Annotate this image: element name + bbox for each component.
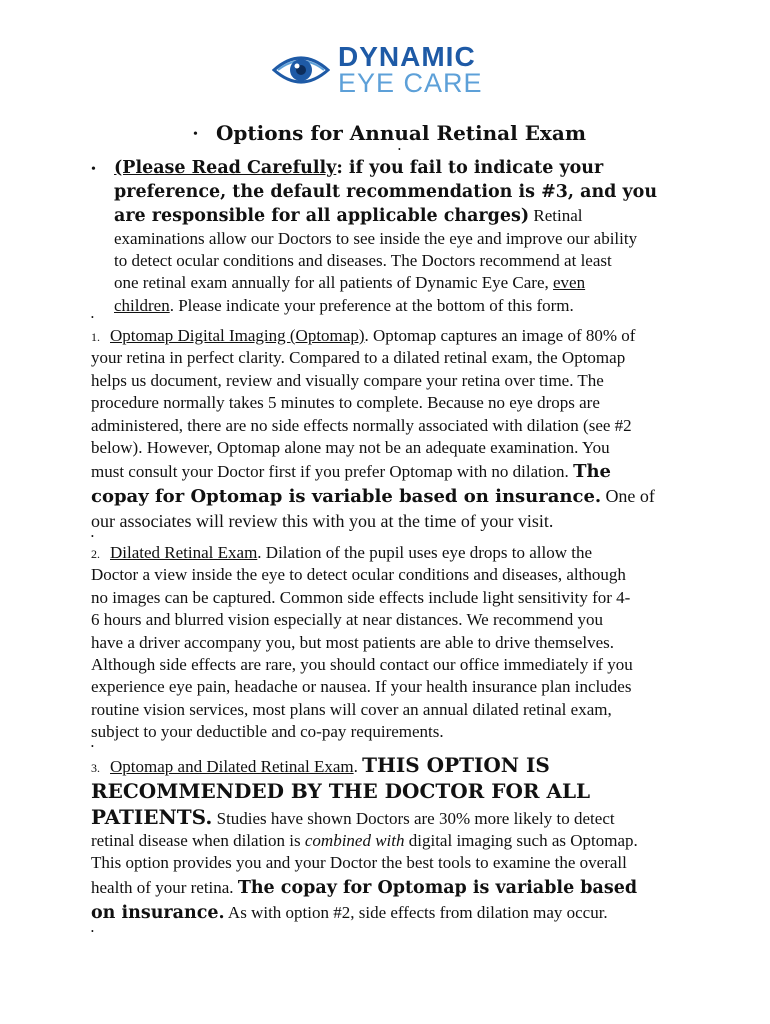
option-3-text: As with option #2, side effects from dilation may occur. xyxy=(227,902,608,922)
bullet-icon: • xyxy=(91,313,94,322)
option-3-bold-text: The copay for Optomap is variable based xyxy=(237,877,638,898)
intro-text: . Please indicate your preference at the bottom of this form. xyxy=(169,295,574,315)
bullet-icon: • xyxy=(91,927,94,936)
option-3-number: 3. xyxy=(91,761,100,775)
option-2-section xyxy=(91,542,711,744)
option-2-text: routine vision services, most plans will cover an annual dilated retinal exam, xyxy=(91,699,612,719)
option-3-text: health of your retina. xyxy=(91,877,234,897)
dynamic-eye-care-logo xyxy=(272,42,502,100)
option-1-title: Optomap Digital Imaging (Optomap) xyxy=(110,326,365,345)
option-1-section xyxy=(91,325,711,534)
logo-text-dynamic: DYNAMIC xyxy=(338,41,476,72)
bullet-icon: • xyxy=(91,532,94,541)
page-title: Options for Annual Retinal Exam xyxy=(216,121,586,145)
option-2-number: 2. xyxy=(91,547,100,561)
option-1-text: . Optomap captures an image of 80% of xyxy=(364,326,636,345)
option-2-text: . Dilation of the pupil uses eye drops to allow the xyxy=(257,543,593,562)
intro-bold-line: are responsible for all applicable charges) xyxy=(114,206,530,226)
please-read-label: (Please Read Carefully xyxy=(114,158,337,178)
option-3-title: Optomap and Dilated Retinal Exam xyxy=(110,757,354,776)
option-3-italic-text: combined with xyxy=(304,831,405,850)
option-1-text: your retina in perfect clarity. Compared to a dilated retinal exam, the Optomap xyxy=(91,348,626,368)
option-2-text: no images can be captured. Common side effects include light sensitivity for 4- xyxy=(91,587,631,607)
option-3-text: . xyxy=(353,757,358,776)
option-3-text: This option provides you and your Doctor the best tools to examine the overall xyxy=(91,853,627,873)
option-3-section xyxy=(91,752,711,925)
option-1-text: below). However, Optomap alone may not be an adequate examination. You xyxy=(91,437,610,457)
intro-bold-text: : if you fail to indicate your xyxy=(336,158,604,178)
option-3-bold-text: RECOMMENDED BY THE DOCTOR FOR ALL xyxy=(91,779,591,803)
option-2-text: Doctor a view inside the eye to detect ocular conditions and diseases, although xyxy=(91,565,626,585)
bullet-icon: • xyxy=(91,162,96,177)
option-1-text: One of xyxy=(605,486,655,507)
intro-text: to detect ocular conditions and diseases. The Doctors recommend at least xyxy=(114,250,612,270)
option-2-text: subject to your deductible and co-pay requirements. xyxy=(91,722,444,742)
option-1-text: must consult your Doctor first if you prefer Optomap with no dilation. xyxy=(91,462,569,482)
option-1-text: procedure normally takes 5 minutes to complete. Because no eye drops are xyxy=(91,393,600,413)
option-1-number: 1. xyxy=(91,330,100,344)
option-2-text: Although side effects are rare, you should contact our office immediately if you xyxy=(91,654,633,674)
option-3-bold-text: THIS OPTION IS xyxy=(362,753,550,777)
option-3-text: digital imaging such as Optomap. xyxy=(408,831,638,850)
option-2-text: have a driver accompany you, but most patients are able to drive themselves. xyxy=(91,632,615,652)
bullet-icon: • xyxy=(398,145,401,154)
option-1-bold-text: copay for Optomap is variable based on insurance. xyxy=(91,486,602,508)
option-2-text: experience eye pain, headache or nausea. If your health insurance plan includes xyxy=(91,677,632,697)
intro-text: one retinal exam annually for all patients of Dynamic Eye Care, xyxy=(114,273,549,293)
option-3-text: Studies have shown Doctors are 30% more likely to detect xyxy=(216,809,615,828)
option-1-text: helps us document, review and visually compare your retina over time. The xyxy=(91,370,604,390)
logo-text-eye-care: EYE CARE xyxy=(338,68,483,98)
option-1-text: our associates will review this with you at the time of your visit. xyxy=(91,511,554,532)
option-1-bold-text: The xyxy=(573,461,611,483)
bullet-icon: • xyxy=(193,127,198,142)
intro-bold-line: preference, the default recommendation is #3, and you xyxy=(114,181,658,202)
option-3-bold-text: PATIENTS. xyxy=(91,805,213,829)
option-3-bold-text: on insurance. xyxy=(91,902,225,923)
intro-text: examinations allow our Doctors to see inside the eye and improve our ability xyxy=(114,228,638,248)
bullet-icon: • xyxy=(91,742,94,751)
intro-paragraph xyxy=(114,157,724,317)
option-3-text: retinal disease when dilation is xyxy=(91,831,301,850)
option-2-title: Dilated Retinal Exam xyxy=(110,543,258,562)
option-2-text: 6 hours and blurred vision especially at near distances. We recommend you xyxy=(91,610,603,630)
option-1-text: administered, there are no side effects normally associated with dilation (see #2 xyxy=(91,415,632,435)
eye-icon xyxy=(272,50,330,90)
intro-underlined-text: children xyxy=(114,295,170,315)
intro-underlined-text: even xyxy=(553,273,586,293)
intro-text: Retinal xyxy=(533,206,583,225)
